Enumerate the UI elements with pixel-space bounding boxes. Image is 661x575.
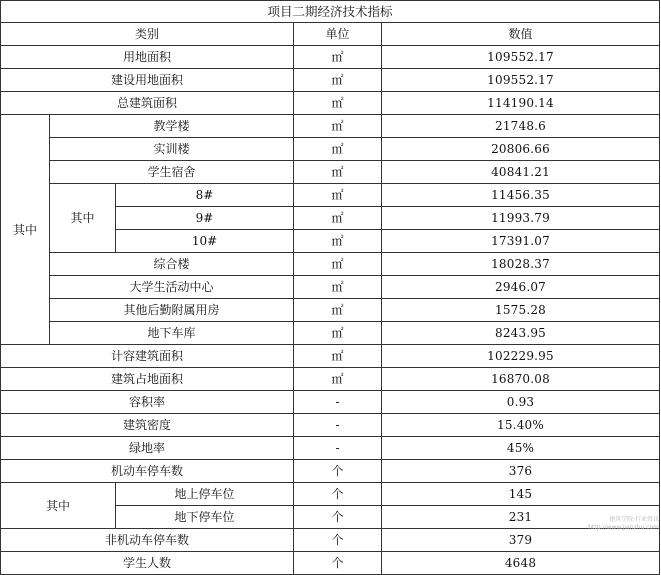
row-unit: ㎡ [294,184,382,207]
row-label: 综合楼 [50,253,294,276]
row-unit: ㎡ [294,253,382,276]
row-unit: 个 [294,483,382,506]
table-row [1,437,660,460]
group-label-parking: 其中 [1,483,116,529]
table-row [1,276,660,299]
row-unit: 个 [294,529,382,552]
row-value: 376 [382,460,660,483]
row-unit: ㎡ [294,138,382,161]
row-value: 231 [382,506,660,529]
row-unit: - [294,437,382,460]
row-value: 11456.35 [382,184,660,207]
row-value: 102229.95 [382,345,660,368]
row-value: 1575.28 [382,299,660,322]
header-category: 类别 [1,23,294,46]
row-label: 其他后勤附属用房 [50,299,294,322]
row-value: 11993.79 [382,207,660,230]
table-row [1,184,660,207]
group-label-buildings: 其中 [1,115,50,345]
table-row [1,253,660,276]
row-value: 45% [382,437,660,460]
table-row [1,529,660,552]
watermark-line1: 建筑学院·行业资讯 [609,516,659,523]
table-row [1,138,660,161]
row-label: 绿地率 [1,437,294,460]
row-unit: 个 [294,552,382,575]
row-unit: ㎡ [294,92,382,115]
row-unit: - [294,391,382,414]
table-row [1,46,660,69]
row-label: 机动车停车数 [1,460,294,483]
row-value: 17391.07 [382,230,660,253]
row-unit: 个 [294,506,382,529]
row-label: 地上停车位 [116,483,294,506]
row-label: 学生人数 [1,552,294,575]
header-unit: 单位 [294,23,382,46]
row-value: 0.93 [382,391,660,414]
row-label: 建设用地面积 [1,69,294,92]
row-label: 总建筑面积 [1,92,294,115]
row-value: 20806.66 [382,138,660,161]
table-title: 项目二期经济技术指标 [1,1,660,23]
table-row [1,115,660,138]
table-row [1,552,660,575]
row-label: 用地面积 [1,46,294,69]
row-value: 4648 [382,552,660,575]
row-label: 10# [116,230,294,253]
row-unit: ㎡ [294,322,382,345]
row-value: 114190.14 [382,92,660,115]
row-unit: ㎡ [294,276,382,299]
row-label: 教学楼 [50,115,294,138]
row-value: 15.40% [382,414,660,437]
row-value: 379 [382,529,660,552]
table-row [1,322,660,345]
row-label: 大学生活动中心 [50,276,294,299]
row-label: 地下停车位 [116,506,294,529]
row-unit: ㎡ [294,230,382,253]
row-value: 109552.17 [382,46,660,69]
row-unit: ㎡ [294,115,382,138]
header-value: 数值 [382,23,660,46]
table-row [1,299,660,322]
table-row [1,460,660,483]
row-unit: ㎡ [294,345,382,368]
row-label: 地下车库 [50,322,294,345]
row-label: 建筑密度 [1,414,294,437]
row-value: 16870.08 [382,368,660,391]
row-label: 容积率 [1,391,294,414]
row-unit: ㎡ [294,368,382,391]
row-value: 18028.37 [382,253,660,276]
row-value: 8243.95 [382,322,660,345]
row-unit: 个 [294,460,382,483]
row-unit: ㎡ [294,161,382,184]
table-row [1,414,660,437]
row-label: 非机动车停车数 [1,529,294,552]
row-label: 实训楼 [50,138,294,161]
row-label: 8# [116,184,294,207]
row-value: 109552.17 [382,69,660,92]
table-row [1,92,660,115]
row-value: 21748.6 [382,115,660,138]
row-unit: ㎡ [294,69,382,92]
table-row [1,483,660,506]
row-value: 2946.07 [382,276,660,299]
row-value: 40841.21 [382,161,660,184]
table-row [1,368,660,391]
row-label: 9# [116,207,294,230]
row-label: 学生宿舍 [50,161,294,184]
watermark [588,516,659,532]
row-unit: - [294,414,382,437]
table-row [1,391,660,414]
table-row [1,69,660,92]
table-row [1,345,660,368]
group-label-dorms: 其中 [50,184,116,253]
watermark-line2: http://www.jianzhu.com [588,524,659,531]
row-label: 计容建筑面积 [1,345,294,368]
row-unit: ㎡ [294,207,382,230]
row-value: 145 [382,483,660,506]
row-unit: ㎡ [294,46,382,69]
row-label: 建筑占地面积 [1,368,294,391]
row-unit: ㎡ [294,299,382,322]
table-row [1,161,660,184]
